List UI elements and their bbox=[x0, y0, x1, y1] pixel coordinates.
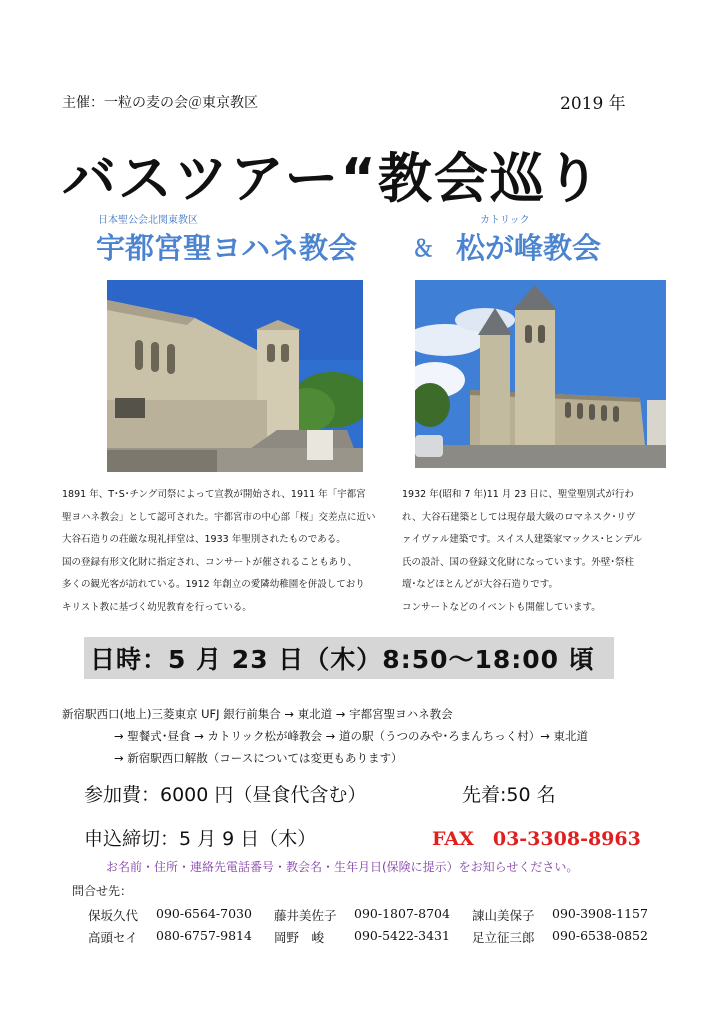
left-church-photo bbox=[107, 280, 363, 472]
capacity: 先着:50 名 bbox=[462, 784, 556, 806]
ampersand: ＆ bbox=[412, 237, 435, 262]
desc-line: 壇･などほとんどが大谷石造りです。 bbox=[402, 579, 558, 590]
contact-phone: 090-6564-7030 bbox=[156, 906, 252, 921]
route-line: → 聖餐式･昼食 → カトリック松が峰教会 → 道の駅（うつのみや･ろまんちっく村）→ 東北道 bbox=[114, 729, 589, 743]
left-church-description bbox=[62, 484, 376, 619]
contact-name: 諌山美保子 bbox=[472, 908, 535, 923]
contact-name: 藤井美佐子 bbox=[274, 908, 337, 923]
right-church-name: 松が峰教会 bbox=[456, 231, 602, 265]
contact-name: 高頭セイ bbox=[88, 930, 138, 945]
desc-line: 1932 年(昭和 7 年)11 月 23 日に、聖堂聖別式が行わ bbox=[402, 489, 634, 500]
fax-number: FAX 03-3308-8963 bbox=[432, 828, 641, 850]
contact-phone: 090-6538-0852 bbox=[552, 928, 648, 943]
organizer-text: 主催：一粒の麦の会＠東京教区 bbox=[62, 95, 258, 111]
desc-line: キリスト教に基づく幼児教育を行っている。 bbox=[62, 601, 252, 613]
desc-line: コンサートなどのイベントも開催しています。 bbox=[402, 601, 601, 613]
page-title: バスツアー“教会巡り bbox=[62, 147, 602, 210]
contact-phone: 090-5422-3431 bbox=[354, 928, 450, 943]
route-line: 新宿駅西口(地上)三菱東京 UFJ 銀行前集合 → 東北道 → 宇都宮聖ヨハネ教会 bbox=[62, 707, 453, 721]
desc-line: 多くの観光客が訪れている。1912 年創立の愛隣幼稚園を併設しており bbox=[62, 579, 365, 590]
desc-line: ァイヴァル建築です。スイス人建築家マックス･ヒンデル bbox=[402, 534, 643, 545]
desc-line: 氏の設計、国の登録文化財になっています。外壁･祭柱 bbox=[402, 556, 634, 568]
year-text: 2019 年 bbox=[560, 94, 626, 114]
contact-phone: 080-6757-9814 bbox=[156, 928, 252, 943]
contact-name: 岡野 峻 bbox=[274, 930, 325, 945]
desc-line: れ、大谷石建築としては現存最大級のロマネスク･リヴ bbox=[402, 511, 636, 523]
contact-name: 足立征三郎 bbox=[472, 930, 535, 945]
application-deadline: 申込締切：5 月 9 日（木） bbox=[84, 828, 317, 850]
desc-line: 国の登録有形文化財に指定され、コンサートが催されることもあり、 bbox=[62, 556, 358, 568]
right-church-description bbox=[402, 484, 642, 619]
desc-line: 聖ヨハネ教会」として認可された。宇都宮市の中心部「桜」交差点に近い bbox=[62, 511, 376, 523]
contact-label: 問合せ先： bbox=[72, 884, 133, 898]
event-date: 日時：5 月 23 日（木）8:50～18:00 頃 bbox=[90, 645, 595, 674]
left-church-diocese: 日本聖公会北関東教区 bbox=[98, 215, 198, 226]
left-church-name: 宇都宮聖ヨハネ教会 bbox=[96, 231, 358, 265]
contact-phone: 090-1807-8704 bbox=[354, 906, 450, 921]
right-church-denomination: カトリック bbox=[480, 215, 530, 226]
right-church-photo bbox=[415, 280, 666, 468]
desc-line: 1891 年、T･S･チング司祭によって宣教が開始され、1911 年「宇都宮 bbox=[62, 489, 366, 500]
desc-line: 大谷石造りの荘厳な現礼拝堂は、1933 年聖別されたものである。 bbox=[62, 534, 346, 545]
contact-phone: 090-3908-1157 bbox=[552, 906, 648, 921]
participation-fee: 参加費：6000 円（昼食代含む） bbox=[84, 784, 367, 806]
contact-name: 保坂久代 bbox=[88, 908, 139, 923]
route-line: → 新宿駅西口解散（コースについては変更もあります） bbox=[114, 751, 403, 765]
application-notice: お名前・住所・連絡先電話番号・教会名・生年月日(保険に提示）をお知らせください。 bbox=[106, 860, 579, 874]
